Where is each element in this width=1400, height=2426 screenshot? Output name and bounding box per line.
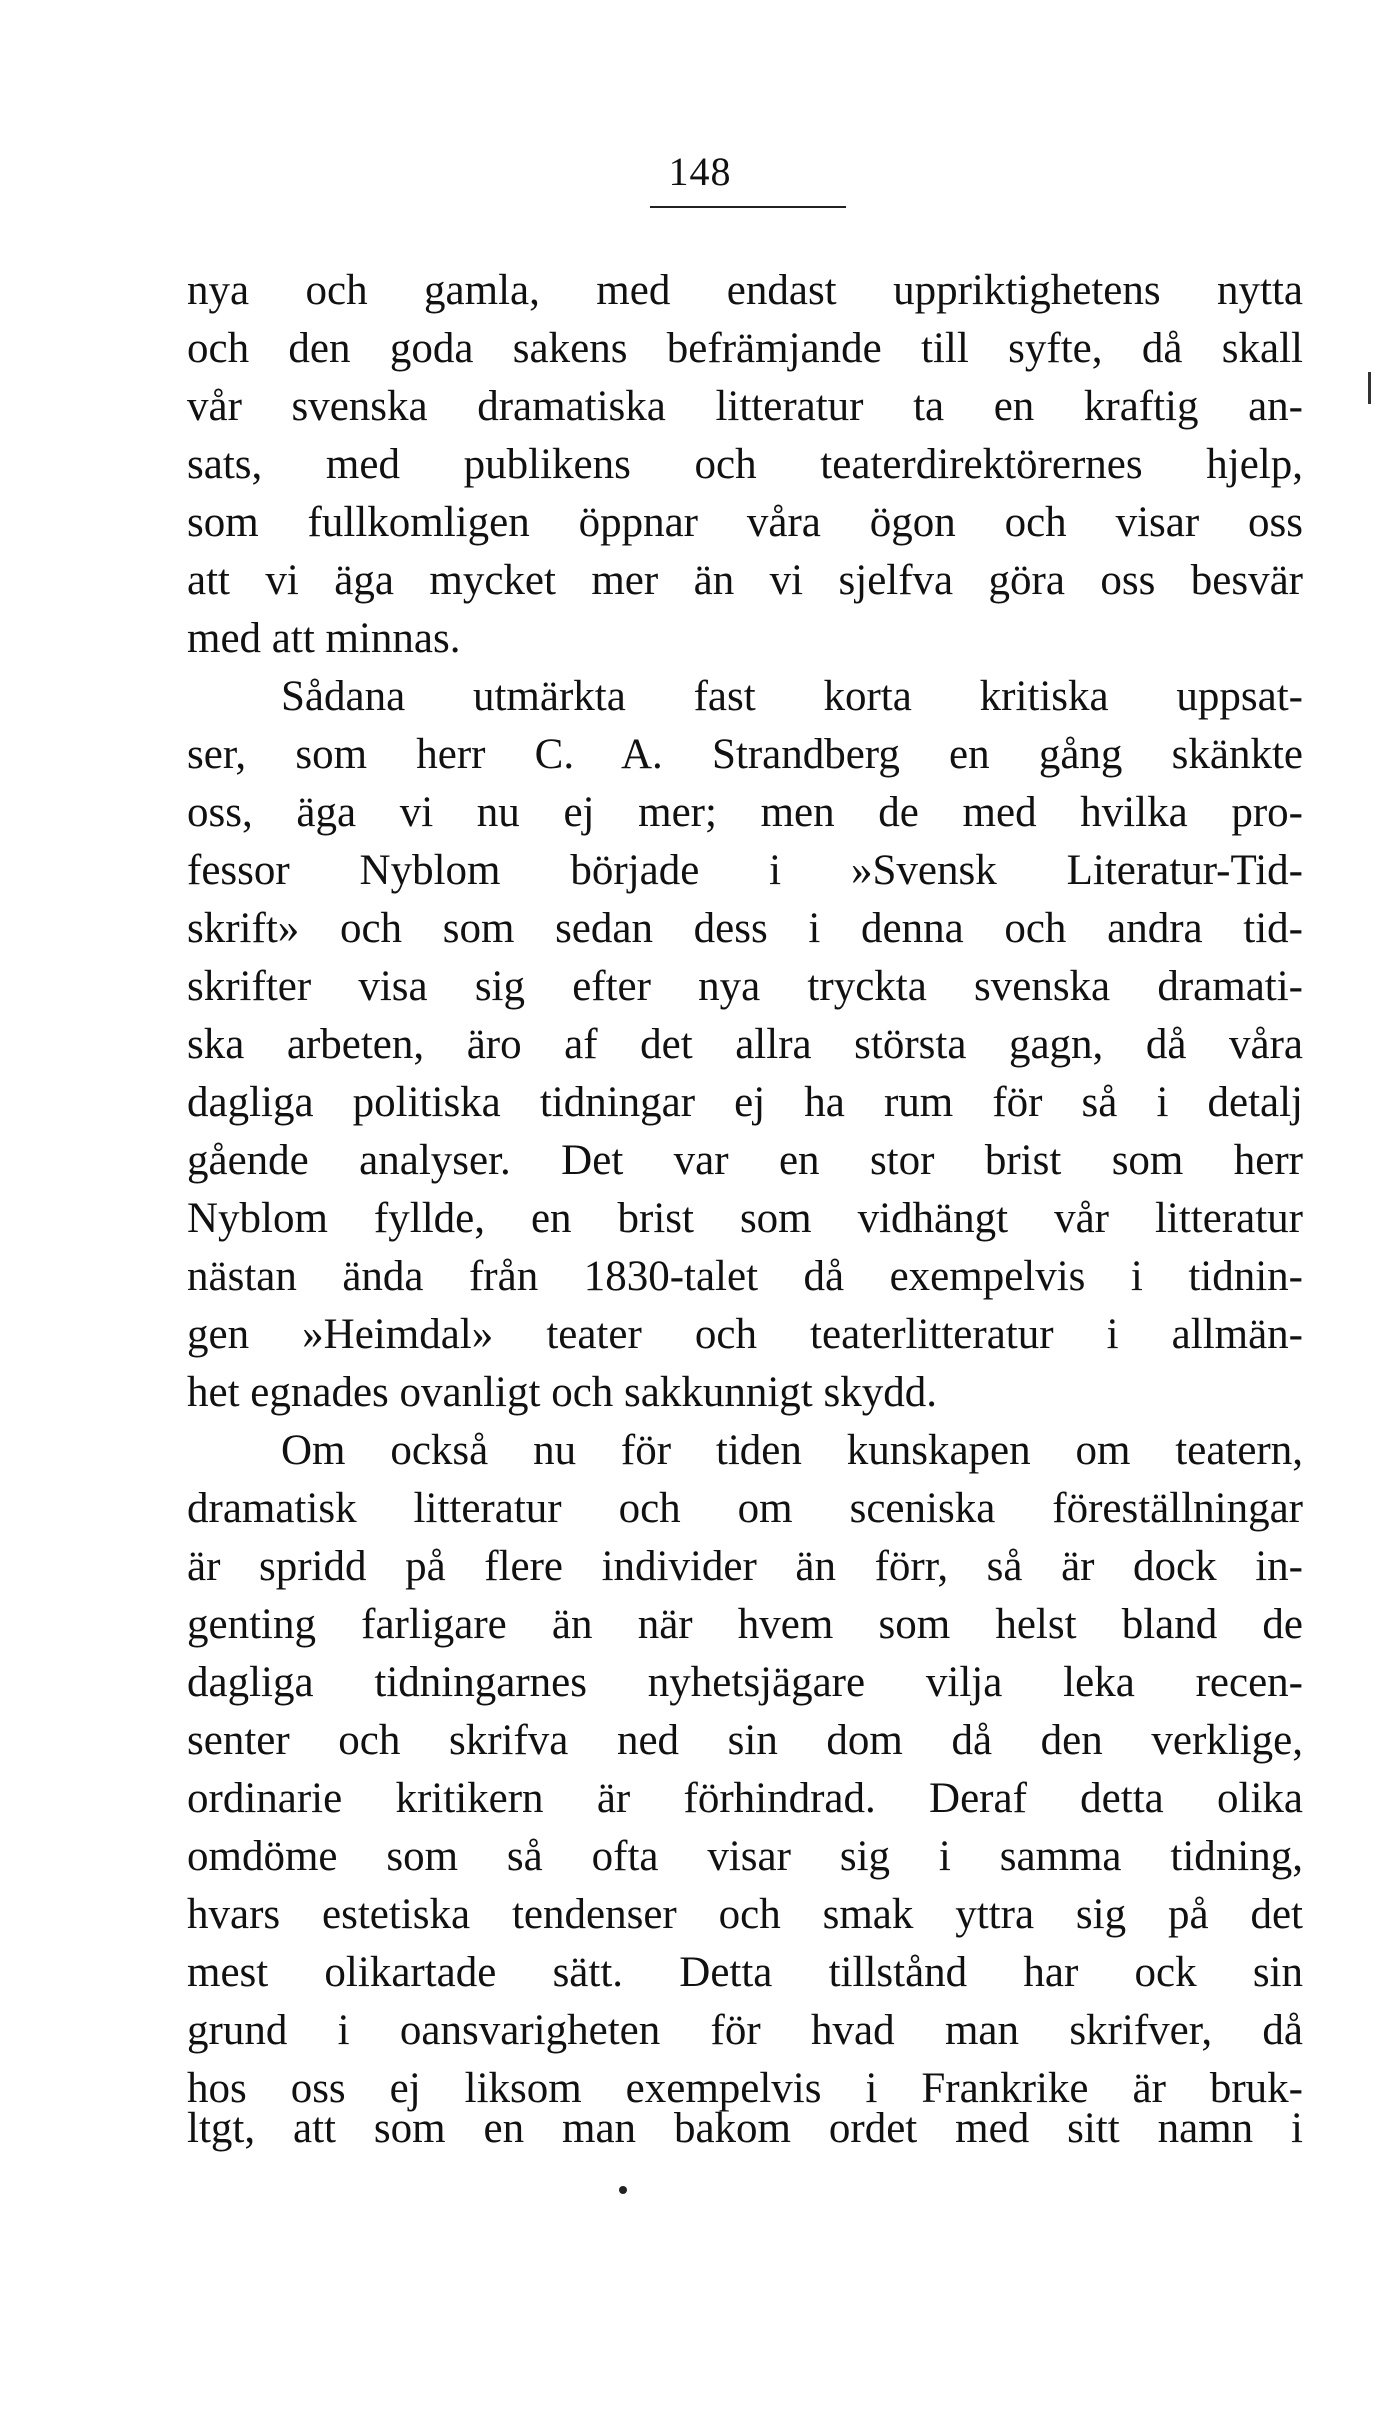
text-line: Nyblom fyllde, en brist som vidhängt vår litteratur [187, 1195, 1303, 1242]
text-line: ska arbeten, äro af det allra största gagn, då våra [187, 1021, 1303, 1068]
text-line: dagliga politiska tidningar ej ha rum för så i detalj [187, 1079, 1303, 1126]
text-line: genting farligare än när hvem som helst bland de [187, 1601, 1303, 1648]
text-line: dagliga tidningarnes nyhetsjägare vilja leka recen- [187, 1659, 1303, 1706]
text-line: mest olikartade sätt. Detta tillstånd har ock sin [187, 1949, 1303, 1996]
text-line: är spridd på flere individer än förr, så är dock in- [187, 1543, 1303, 1590]
text-line: senter och skrifva ned sin dom då den verklige, [187, 1717, 1303, 1764]
text-line: omdöme som så ofta visar sig i samma tidning, [187, 1833, 1303, 1880]
text-line: nya och gamla, med endast uppriktighetens nytta [187, 267, 1303, 314]
text-line: nästan ända från 1830-talet då exempelvis i tidnin- [187, 1253, 1303, 1300]
text-line: ser, som herr C. A. Strandberg en gång skänkte [187, 731, 1303, 778]
ink-speck [619, 2186, 627, 2194]
margin-mark [1368, 372, 1371, 404]
text-line: hvars estetiska tendenser och smak yttra sig på det [187, 1891, 1303, 1938]
header-rule [650, 206, 846, 208]
text-line: skrifter visa sig efter nya tryckta svenska dramati- [187, 963, 1303, 1010]
text-line: skrift» och som sedan dess i denna och andra tid- [187, 905, 1303, 952]
text-line: hos oss ej liksom exempelvis i Frankrike är bruk- [187, 2065, 1303, 2112]
text-line: och den goda sakens befrämjande till syfte, då skall [187, 325, 1303, 372]
text-line: Om också nu för tiden kunskapen om teatern, [281, 1427, 1303, 1474]
text-line: med att minnas. [187, 615, 461, 662]
text-line: fessor Nyblom började i »Svensk Literatur-Tid- [187, 847, 1303, 894]
text-line: het egnades ovanligt och sakkunnigt skydd. [187, 1369, 937, 1416]
text-line: gen »Heimdal» teater och teaterlitteratur i allmän- [187, 1311, 1303, 1358]
text-line: dramatisk litteratur och om sceniska föreställningar [187, 1485, 1303, 1532]
text-line: sats, med publikens och teaterdirektörernes hjelp, [187, 441, 1303, 488]
text-line: ltgt, att som en man bakom ordet med sitt namn i [187, 2105, 1303, 2152]
text-line: vår svenska dramatiska litteratur ta en kraftig an- [187, 383, 1303, 430]
text-line: som fullkomligen öppnar våra ögon och visar oss [187, 499, 1303, 546]
text-line: Sådana utmärkta fast korta kritiska uppsat- [281, 673, 1303, 720]
text-line: grund i oansvarigheten för hvad man skrifver, då [187, 2007, 1303, 2054]
page-number: 148 [668, 149, 732, 194]
text-line: ordinarie kritikern är förhindrad. Deraf detta olika [187, 1775, 1303, 1822]
text-line: gående analyser. Det var en stor brist som herr [187, 1137, 1303, 1184]
text-line: att vi äga mycket mer än vi sjelfva göra oss besvär [187, 557, 1303, 604]
text-line: oss, äga vi nu ej mer; men de med hvilka pro- [187, 789, 1303, 836]
